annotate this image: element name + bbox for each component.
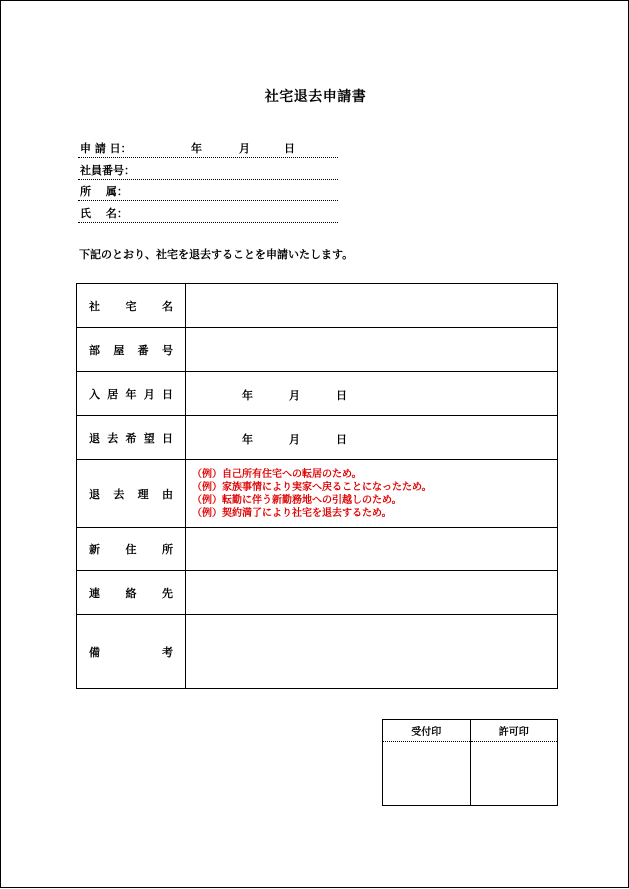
- received-stamp-header: 受付印: [383, 720, 471, 742]
- contact-field[interactable]: [186, 571, 558, 615]
- move-in-year-unit: 年: [242, 388, 253, 402]
- year-label: 年: [191, 142, 202, 155]
- application-table: [76, 283, 558, 689]
- table-row-move-in-date: [77, 372, 558, 416]
- received-stamp-box[interactable]: [383, 742, 471, 806]
- table-row-reason: [77, 460, 558, 528]
- remarks-field[interactable]: [186, 615, 558, 689]
- move-in-date-field[interactable]: [186, 372, 558, 416]
- reason-example: （例）転勤に伴う新勤務地への引越しのため。: [192, 494, 402, 506]
- month-label: 月: [239, 142, 250, 155]
- room-number-field[interactable]: [186, 328, 558, 372]
- table-row-housing-name: [77, 284, 558, 328]
- application-date-label: 申 請 日：: [80, 142, 132, 155]
- approved-stamp-box[interactable]: [470, 742, 558, 806]
- move-out-date-field[interactable]: [186, 416, 558, 460]
- application-date-row[interactable]: [78, 136, 338, 158]
- move-out-year-unit: 年: [242, 432, 253, 446]
- reason-field[interactable]: [186, 460, 558, 528]
- new-address-label: 新 住 所: [77, 528, 186, 571]
- table-row-move-out-date: [77, 416, 558, 460]
- table-row-new-address: [77, 528, 558, 571]
- room-number-label: 部 屋 番 号: [77, 328, 186, 372]
- new-address-field[interactable]: [186, 528, 558, 571]
- document-title: 社宅退去申請書: [264, 89, 367, 105]
- intro-text: 下記のとおり、社宅を退去することを申請いたします。: [79, 248, 354, 261]
- reason-label: 退 去 理 由: [77, 460, 186, 528]
- move-out-date-label: 退 去 希 望 日: [77, 416, 186, 460]
- table-row-contact: [77, 571, 558, 615]
- reason-example: （例）契約満了により社宅を退去するため。: [192, 507, 392, 519]
- reason-example: （例）家族事情により実家へ戻ることになったため。: [192, 481, 432, 493]
- name-label: 氏 名：: [80, 207, 128, 220]
- move-out-month-unit: 月: [289, 432, 300, 446]
- department-label: 所 属：: [80, 185, 128, 198]
- move-out-day-unit: 日: [336, 432, 347, 446]
- move-in-date-label: 入 居 年 月 日: [77, 372, 186, 416]
- move-in-day-unit: 日: [336, 388, 347, 402]
- stamp-table: [382, 719, 558, 806]
- housing-name-label: 社 宅 名: [77, 284, 186, 328]
- remarks-label: 備 考: [77, 615, 186, 689]
- department-row[interactable]: [78, 179, 338, 201]
- contact-label: 連 絡 先: [77, 571, 186, 615]
- name-row[interactable]: [78, 201, 338, 223]
- table-row-room-number: [77, 328, 558, 372]
- employee-number-row[interactable]: [78, 158, 338, 180]
- reason-example: （例）自己所有住宅への転居のため。: [192, 468, 362, 480]
- day-label: 日: [284, 142, 295, 155]
- move-in-month-unit: 月: [289, 388, 300, 402]
- approved-stamp-header: 許可印: [470, 720, 558, 742]
- table-row-remarks: [77, 615, 558, 689]
- employee-number-label: 社員番号：: [80, 164, 135, 177]
- housing-name-field[interactable]: [186, 284, 558, 328]
